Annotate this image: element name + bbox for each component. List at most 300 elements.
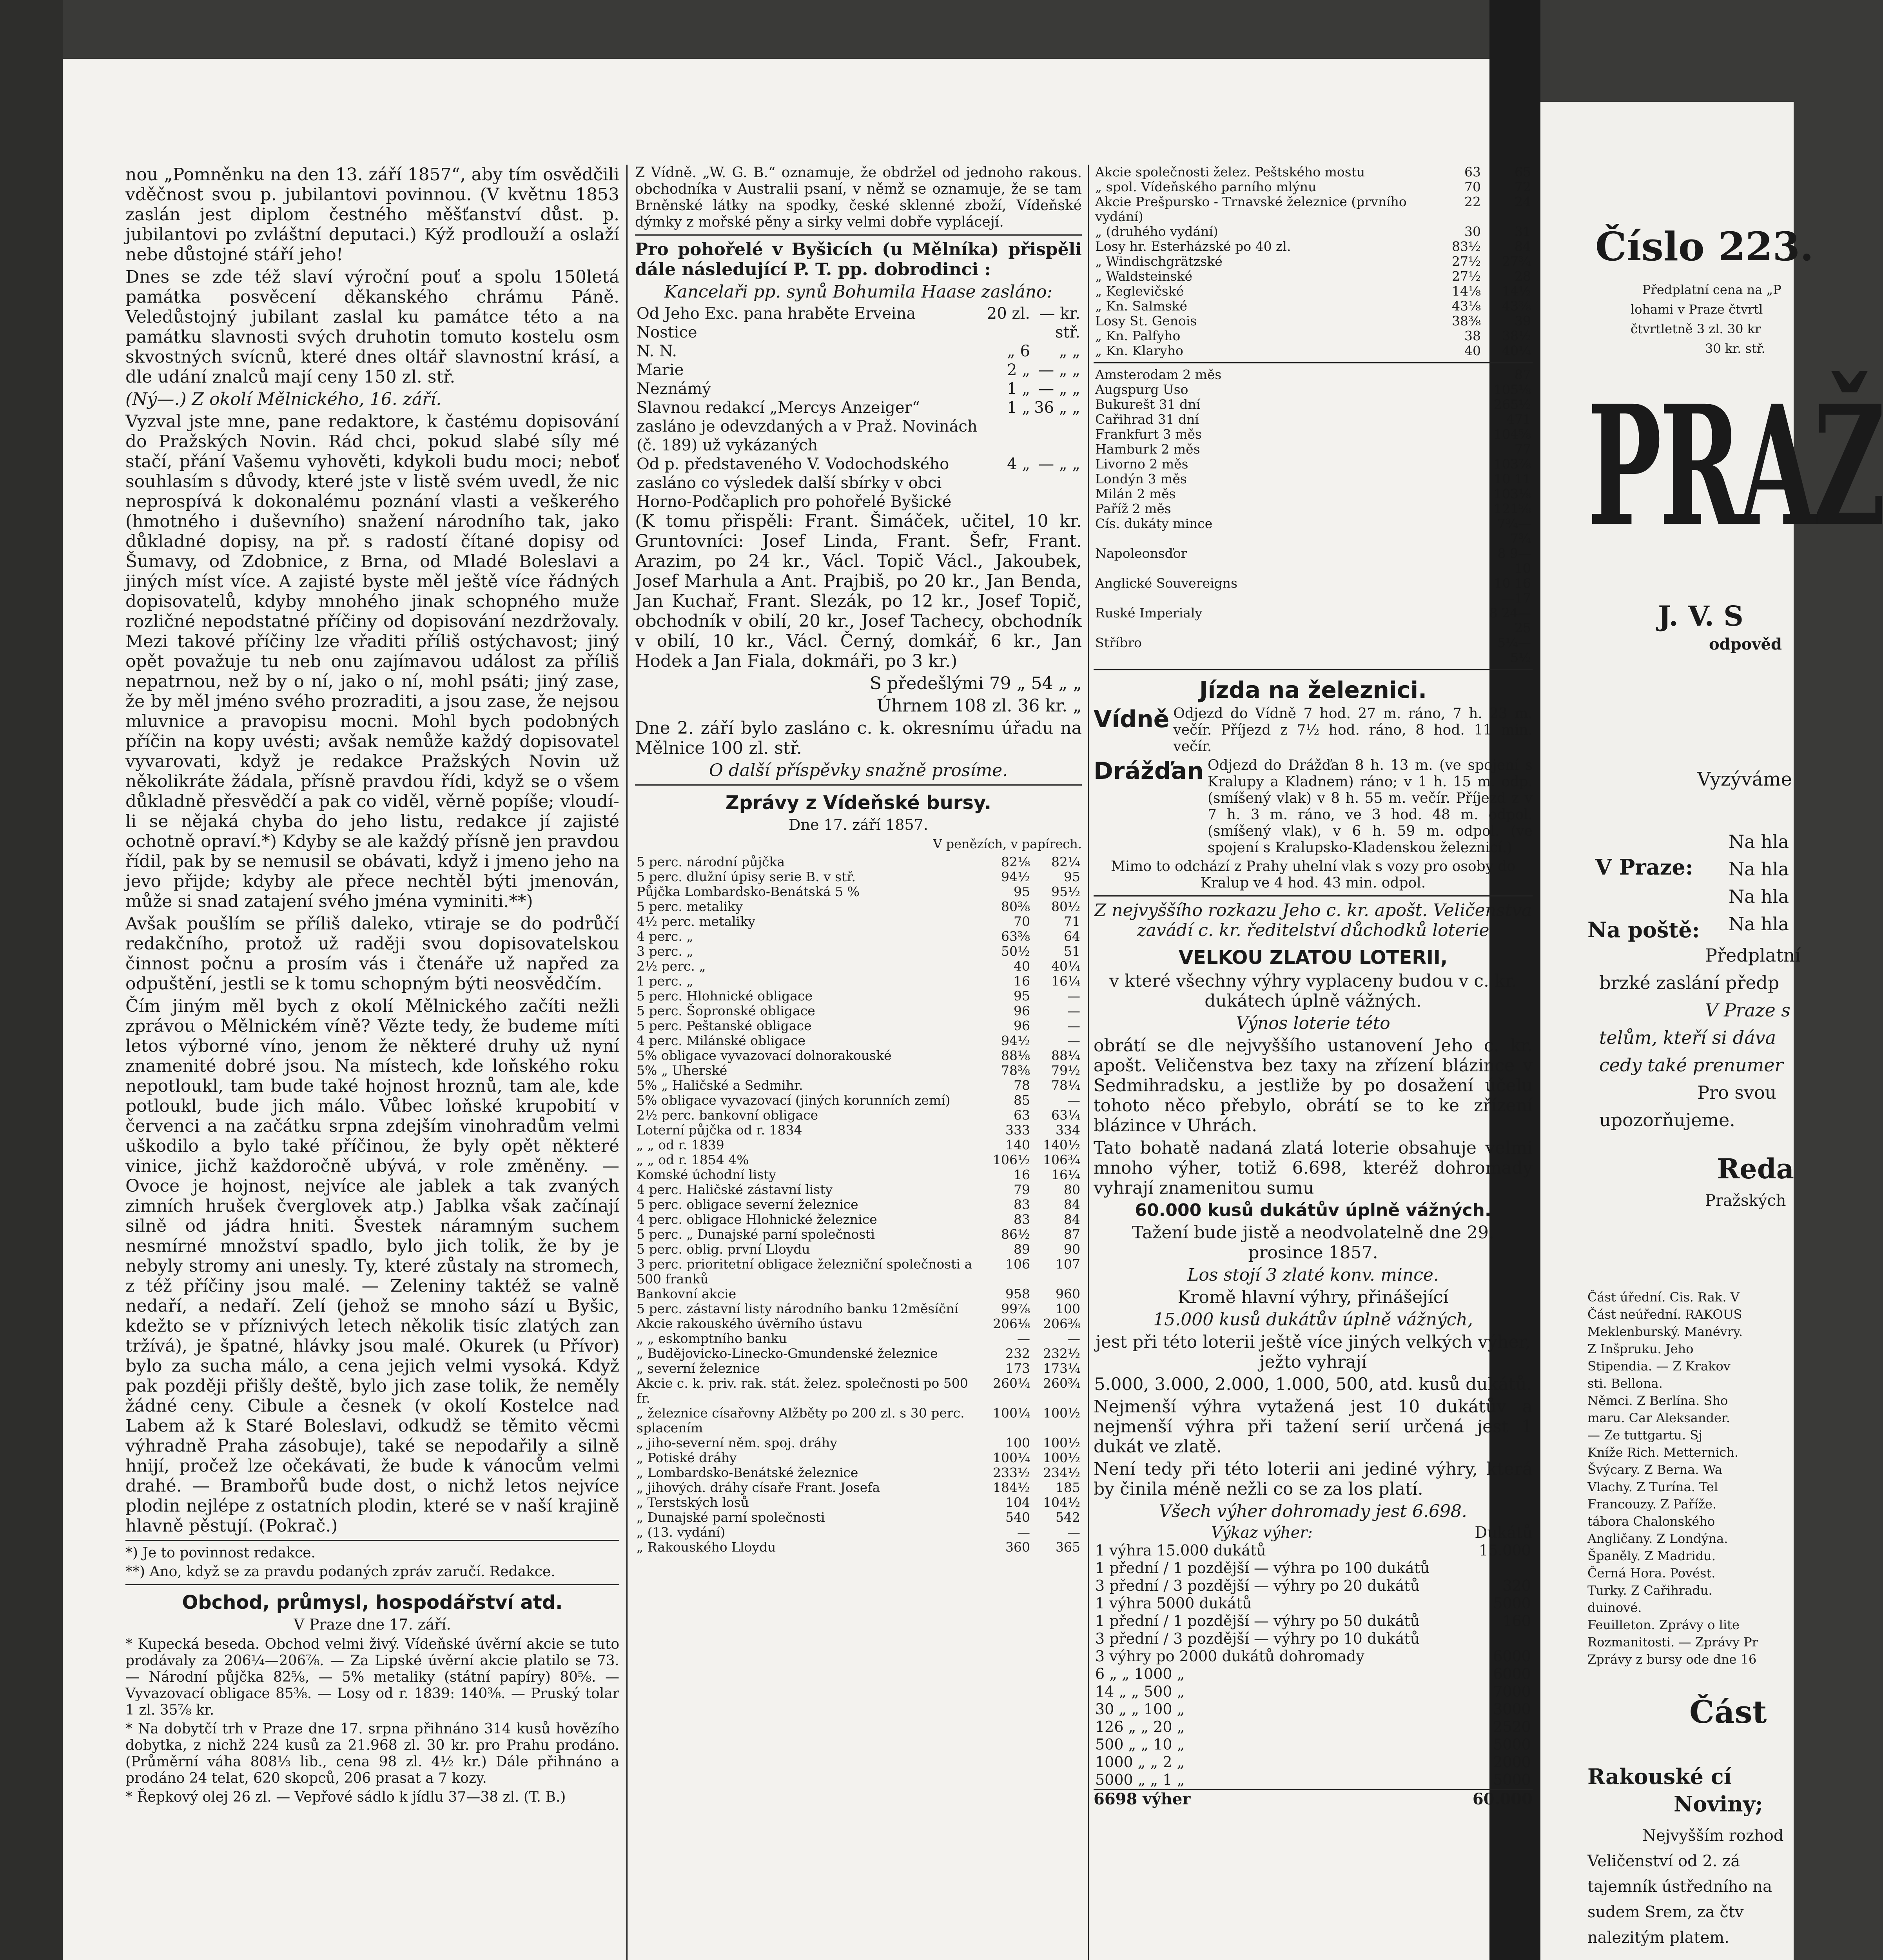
share-row: [1094, 239, 1533, 254]
cash-value: 958: [1005, 1286, 1030, 1301]
contents-item: Část úřední. Cis. Rak. V: [1587, 1290, 1740, 1305]
cash-value: 100: [1005, 1435, 1030, 1450]
donor-kr: „ „: [1059, 342, 1080, 360]
security-name: „ „ eskomptního banku: [637, 1331, 787, 1346]
prize-amount: [1477, 1559, 1533, 1577]
paper-value: 185: [1056, 1480, 1080, 1495]
prize-amount: 15.000: [1479, 1542, 1531, 1559]
cash-value: 95: [1014, 988, 1030, 1004]
paper-value: 51: [1064, 944, 1080, 959]
exchange-name: Cís. dukáty mince: [1095, 516, 1213, 531]
contents-item: Část neúřední. RAKOUS: [1587, 1307, 1742, 1322]
share-ask: 39: [1515, 313, 1531, 328]
cash-value: 80⅜: [1001, 899, 1030, 914]
bourse-row: [635, 855, 1082, 869]
divider: [125, 1540, 619, 1541]
exchange-name: Cařihrad 31 dní: [1095, 412, 1199, 427]
prize-amount: 320: [1502, 1577, 1531, 1594]
cash-value: 83: [1014, 1197, 1030, 1212]
notice-line: brzké zaslání předp: [1599, 972, 1780, 993]
share-bid: 40: [1464, 343, 1481, 358]
divider: [125, 1584, 619, 1585]
bourse-row: [635, 1436, 1082, 1450]
share-name: Losy St. Genois: [1095, 313, 1197, 328]
bourse-date: Dne 17. září 1857.: [789, 816, 928, 833]
lottery-draw: Tažení bude jistě a neodvolatelně dne 29. prosince 1857.: [1132, 1223, 1495, 1263]
bourse-row: [635, 1376, 1082, 1406]
bourse-row: [635, 1093, 1082, 1108]
paper-value: 106¾: [1043, 1152, 1080, 1167]
exchange-rate: 10 16—17: [1494, 575, 1531, 606]
railway-heading: Jízda na železnici.: [1199, 677, 1427, 703]
cash-value: 96: [1014, 1003, 1030, 1018]
relief-office: Kancelaři pp. synů Bohumila Haase zasláno:: [664, 282, 1053, 302]
scan-left-margin: [0, 0, 63, 1960]
exchange-row: [1094, 606, 1533, 635]
cash-value: 79: [1014, 1182, 1030, 1197]
donor-name: Od Jeho Exc. pana hraběte Erveina Nostice: [637, 305, 916, 341]
prize-amount: 3000: [1493, 1700, 1531, 1718]
cash-value: 360: [1005, 1539, 1030, 1555]
paper-value: —: [1067, 1524, 1080, 1540]
share-row: [1094, 224, 1533, 239]
bourse-row: [635, 1048, 1082, 1063]
paper-value: 84: [1064, 1212, 1080, 1227]
railway-note: Mimo to odchází z Prahy uhelní vlak s vozy pro osoby do Kralup ve 4 hod. 43 min. odpol.: [1110, 858, 1516, 891]
security-name: „ (13. vydání): [637, 1524, 726, 1540]
redakce-heading: Reda: [1717, 1152, 1794, 1185]
prize-row: [1094, 1612, 1533, 1630]
share-ask: 72: [1515, 179, 1531, 194]
contents-item: Němci. Z Berlína. Sho: [1587, 1393, 1728, 1408]
column-rule: [1088, 165, 1089, 1960]
exchange-rate: 103⅞: [1494, 456, 1531, 472]
exchange-rate: 265½: [1494, 397, 1531, 412]
cash-value: 184½: [993, 1480, 1030, 1495]
share-name: „ Kn. Klaryho: [1095, 343, 1183, 358]
prize-desc: 1 výhra 5000 dukátů: [1095, 1595, 1252, 1612]
share-name: Akcie společnosti želez. Peštského mostu: [1095, 164, 1365, 180]
security-name: „ železnice císařovny Alžběty po 200 zl. s 30 perc. splacením: [637, 1405, 965, 1436]
security-name: „ Terstských losů: [637, 1495, 749, 1510]
share-ask: 24: [1515, 194, 1531, 209]
bourse-row: [635, 1450, 1082, 1465]
lottery-paragraph: obrátí se dle nejvyššího ustanovení Jeho c. kr. apošt. Veličenstva bez taxy na zřízení blázince v Sedmihradsku, a jestliže by po dosažení účelu tohoto něco přebylo, obrátí se to ke zřízení blázince v Uhrách.: [1094, 1036, 1533, 1136]
security-name: Akcie c. k. priv. rak. stát. želez. společnosti po 500 fr.: [637, 1376, 968, 1406]
contents-item: Turky. Z Cařihradu.: [1587, 1583, 1712, 1598]
bourse-table: [635, 855, 1082, 1555]
cash-value: 63⅜: [1001, 929, 1030, 944]
bourse-row: [635, 974, 1082, 989]
prize-row: [1094, 1595, 1533, 1612]
paper-value: 206⅜: [1043, 1316, 1080, 1331]
paper-value: —: [1067, 1093, 1080, 1108]
bourse-row: [635, 1510, 1082, 1525]
security-name: 5 perc. Hlohnické obligace: [637, 988, 813, 1004]
share-ask: 14½: [1502, 283, 1531, 299]
security-name: 4½ perc. metaliky: [637, 914, 755, 929]
bourse-row: [635, 1108, 1082, 1123]
security-name: Půjčka Lombardsko-Benátská 5 %: [637, 884, 860, 899]
donor-kr: — „ „: [1038, 380, 1080, 398]
prize-row: [1094, 1753, 1533, 1771]
exchange-rate: 87: [1515, 367, 1531, 382]
donor-zl: 1 „: [1007, 380, 1030, 398]
security-name: „ jiho-severní něm. spoj. dráhy: [637, 1435, 838, 1450]
prize-row: [1094, 1648, 1533, 1665]
donor-row: [635, 398, 1082, 455]
lottery-sum: 60.000 kusů dukátův úplně vážných.: [1135, 1200, 1491, 1220]
share-ask: 43⅜: [1502, 298, 1531, 314]
notice-line: Vyzýváme: [1697, 768, 1792, 790]
bourse-row: [635, 1212, 1082, 1227]
exchange-row: [1094, 412, 1533, 427]
paper-value: 84: [1064, 1197, 1080, 1212]
cash-value: 140: [1005, 1137, 1030, 1152]
exchange-name: Hamburk 2 měs: [1095, 441, 1200, 457]
contents-item: Angličany. Z Londýna.: [1587, 1531, 1728, 1546]
text-line: Veličenství od 2. zá: [1587, 1852, 1740, 1870]
bourse-row: [635, 1316, 1082, 1331]
prize-desc: 30 „ „ 100 „: [1095, 1700, 1185, 1718]
prize-row: [1094, 1577, 1533, 1595]
bourse-row: [635, 1227, 1082, 1242]
paper-value: —: [1067, 1331, 1080, 1346]
bourse-row: [635, 1018, 1082, 1033]
trade-paragraph: * Řepkový olej 26 zl. — Vepřové sádlo k jídlu 37—38 zl. (T. B.): [125, 1789, 566, 1805]
share-name: „ Windischgrätzské: [1095, 254, 1223, 269]
share-row: [1094, 180, 1533, 194]
text-line: sudem Srem, za čtv: [1587, 1903, 1744, 1921]
redakce-sub: Pražských: [1705, 1192, 1786, 1210]
exchange-name: Paříž 2 měs: [1095, 501, 1171, 516]
notice-line: Na hla: [1729, 831, 1789, 852]
cash-value: 89: [1014, 1241, 1030, 1257]
exchange-row: [1094, 516, 1533, 546]
security-name: 5 perc. oblig. první Lloydu: [637, 1241, 810, 1257]
paper-value: —: [1067, 1033, 1080, 1048]
article-paragraph: Avšak poušlím se příliš daleko, vtiraje se do podrůčí redakčního, protož už raději svou dopisovatelskou činnost počnu a prosím vás i čtenáře už napřed za odpuštění, jestli se k tomu schopným býti neosvědčím.: [125, 914, 619, 994]
security-name: „ severní železnice: [637, 1361, 760, 1376]
prize-row: [1094, 1683, 1533, 1700]
exchange-rate: 103⅛: [1494, 486, 1531, 501]
bourse-row: [635, 869, 1082, 884]
exchange-row: [1094, 546, 1533, 576]
article-paragraph: Dnes se zde též slaví výroční pouť a spolu 150letá památka posvěcení děkanského chrámu Páně. Veledůstojný jubilant zaslal ku památce této a na památku slavnosti svých druhotin tomuto kostelu osm skvostných svícnů, které dnes oltář slavnostní krásí, a dle udání znalců mají ceny 150 zl. stř.: [125, 267, 619, 387]
cash-value: 78: [1014, 1078, 1030, 1093]
paper-value: 80: [1064, 1182, 1080, 1197]
notice-prague: V Praze:: [1595, 855, 1693, 880]
cash-value: 88⅛: [1001, 1048, 1030, 1063]
donor-row: [635, 379, 1082, 398]
exchange-rate: 77: [1515, 441, 1531, 457]
share-row: [1094, 269, 1533, 284]
share-bid: 27½: [1452, 269, 1481, 284]
share-row: [1094, 299, 1533, 314]
article-paragraph: Vyzval jste mne, pane redaktore, k častému dopisování do Pražských Novin. Rád chci, pokud slabé síly mé stačí, přání Vašemu vyhověti, kdykoli budu moci; neboť souhlasím s důvody, které jste v listě svém uvedl, že nic neprospívá k dokonalému poznání vlasti a veškerého (hmotného i duševního) snažení národního tak, jako důkladné dopisy, na př. s radostí čítané dopisy od Šumavy, od Zdobnice, z Brna, od Mladé Boleslavi a jiných míst více. A zajisté byste měl ještě více řádných dopisovatelů, kdyby mnohého jinak schopného muže rozličné nepodstatné příčiny od dopisování nezdržovaly. Mezi takové příčiny lze vřaditi příliš ostýchavost; jiný opět považuje tu neb onu zajímavou událost za příliš nepatrnou, než by o ní, jako o ní, mohl psáti; jiný zase, že by měl jméno svého prozraditi, a jsou zase, že nejsou mluvnice a pravopisu mocni. Mohl bych podobných příčin na kopy uvésti; avšak nemůže každý dopisovatel vyvarovati, když je redakce Pražských Novin už několikráte žádala, přísně pravdou řídi, když se o všem důkladně přesvědčí a pak co viděl, věrně popíše; vloudí-li se nějaká chyba do jeho listu, redakce jí zajisté ochotně opraví.*) Kdyby se ale každý přísně jen pravdou řídil, pak by se nemusil se obávati, když i jmeno jeho na jevo přijde; kdyby ale přece nechtěl býti jmenován, může si snad zatajení svého jména vyminiti.**): [125, 412, 619, 911]
paper-value: 71: [1064, 914, 1080, 929]
paper-value: 95½: [1051, 884, 1080, 899]
prize-row: [1094, 1718, 1533, 1736]
notice-line: telům, kteří si dáva: [1599, 1027, 1776, 1048]
exchange-row: [1094, 442, 1533, 457]
share-ask: 28: [1515, 269, 1531, 284]
paper-value: 960: [1056, 1286, 1080, 1301]
share-ask: 40¼: [1502, 343, 1531, 358]
donor-zl: 4 „: [1007, 455, 1030, 473]
exchange-name: Anglické Souvereigns: [1095, 575, 1237, 591]
share-ask: 65: [1515, 164, 1531, 180]
divider: [1094, 362, 1533, 363]
paper-value: 16¼: [1051, 973, 1080, 989]
exchange-row: [1094, 635, 1533, 665]
appeal: O další příspěvky snažně prosíme.: [709, 760, 1008, 780]
article-paragraph: Čím jiným měl bych z okolí Mělnického začíti nežli zprávou o Mělnickém víně? Vězte tedy, že budeme míti letos výborné víno, jenom že některé druhy už nyní znamenité dobré jsou. Na místech, kde loňského roku nepotloukl, tam bude také hojnost hroznů, tam ale, kde potloukl, bude jich málo. Vůbec loňské krupobití v červenci a na začátku srpna zdejším vinohradům velmi uškodilo a bylo také příčinou, že byly opět některé vinice, jichž každoročně ubývá, v role změněny. — Ovoce je hojnost, nejvíce ale jablek a tak zvaných zimních hrušek čverglovek atp.) Jablka však začínají silně od jádra hniti. Švestek náramným suchem nesmírné množství spadlo, bylo jich tolik, že by je nebyly stromy ani unesly. Ty, které zůstaly na stromech, z též příčiny jsou malé. — Zeleniny taktéž se valně nedaří, a nedaří. Zelí (jehož se mnoho sází u Byšic, kdežto se v příznivých letech několik tisíc zlatých zan tržívá), je špatné, hlávky jsou malé. Okurek (u Přívor) bylo za sucha málo, a cena jejich velmi vysoká. Když pak později přišly deště, bylo jich zase tolik, že neměly žádné ceny. Cibule a česnek (v okolí Kostelce nad Labem až k Staré Boleslavi, odkudž se těmito věcmi výhradně Praha zásobuje), také se nepodařily a silně hnijí, pročež lze očekávati, že bude k vánocům velmi drahé. — Brambořů bude dost, o nichž letos nejvíce plodin nejlépe z ostatních plodin, které se v naší krajině hlavně pěstují. (Pokrač.): [125, 996, 619, 1536]
sum-total: Úhrnem 108 zl. 36 kr. „: [876, 696, 1082, 716]
bourse-row: [635, 1301, 1082, 1316]
paper-value: 64: [1064, 929, 1080, 944]
lottery-intro: Z nejvyššího rozkazu Jeho c. kr. apošt. Veličenstva zavádí c. kr. ředitelství důchodků loterie: [1094, 900, 1532, 940]
paper-value: 104½: [1043, 1495, 1080, 1510]
notice-line: Na hla: [1729, 886, 1789, 907]
text-line: tajemník ústředního na: [1587, 1878, 1772, 1896]
security-name: „ Dunajské parní společnosti: [637, 1510, 825, 1525]
lottery-paragraph: 5.000, 3.000, 2.000, 1.000, 500, atd. kusů dukátů.: [1094, 1374, 1532, 1394]
divider: [1094, 895, 1533, 897]
donor-row: [635, 455, 1082, 511]
donor-zl: 2 „: [1007, 361, 1030, 379]
bourse-row: [635, 1004, 1082, 1018]
share-name: Losy hr. Esterházské po 40 zl.: [1095, 239, 1291, 254]
prize-amount: 160: [1502, 1612, 1531, 1630]
paper-value: —: [1067, 1018, 1080, 1033]
exchange-name: Amsterodam 2 měs: [1095, 367, 1222, 382]
bourse-heading: Zprávy z Vídeňské bursy.: [725, 792, 992, 814]
cash-value: 94½: [1001, 869, 1030, 884]
prize-amount: 5000: [1493, 1771, 1531, 1788]
cash-value: 50½: [1001, 944, 1030, 959]
cash-value: 106½: [993, 1152, 1030, 1167]
bourse-row: [635, 1182, 1082, 1197]
security-name: 5% „ Uherské: [637, 1063, 727, 1078]
lottery-price: Los stojí 3 zlaté konv. mince.: [1187, 1265, 1439, 1285]
paper-value: 542: [1056, 1510, 1080, 1525]
security-name: „ jihových. dráhy císaře Frant. Josefa: [637, 1480, 880, 1495]
share-row: [1094, 284, 1533, 299]
exchange-row: [1094, 501, 1533, 516]
contents-item: Rozmanitosti. — Zprávy Pr: [1587, 1635, 1758, 1650]
lottery-yield: Výnos loterie této: [1236, 1013, 1390, 1033]
donor-zl: 1 „: [1007, 399, 1030, 417]
prize-row: [1094, 1700, 1533, 1718]
paper-value: 100: [1056, 1301, 1080, 1316]
exchange-name: Augspurg Uso: [1095, 382, 1188, 397]
donor-name: Slavnou redakcí „Mercys Anzeiger“ zasláno je odevzdaných a v Praž. Novinách (č. 189) už vykázaných: [637, 399, 978, 454]
masthead: PRAŽ: [1587, 370, 1883, 563]
donor-name: Neznámý: [637, 380, 711, 398]
security-name: 2½ perc. bankovní obligace: [637, 1107, 818, 1123]
vienna-report: Z Vídně. „W. G. B.“ oznamuje, že obdržel od jednoho rakous. obchodníka v Australii psaní, v němž se oznamuje, že se tam Brněnské látky na spodky, české sklenné zboží, Vídeňské dýmky z mořské pěny a sirky velmi dobře vyplácejí.: [635, 165, 1082, 230]
section-heading: Rakouské cí: [1587, 1764, 1732, 1789]
exchange-row: [1094, 576, 1533, 606]
share-row: [1094, 314, 1533, 328]
contents-item: Z Inšpruku. Jeho: [1587, 1341, 1694, 1356]
cash-value: 104: [1005, 1495, 1030, 1510]
bourse-row: [635, 1063, 1082, 1078]
trade-paragraph: * Na dobytčí trh v Praze dne 17. srpna přihnáno 314 kusů hovězího dobytka, z nichž 224 kusů za 21.968 zl. 30 kr. pro Prahu prodáno. (Průměrní váha 808⅓ lib., cena 98 zl. 4½ kr.) Dále přihnáno a prodáno 24 telat, 620 skopců, 206 prasat a 7 kozy.: [125, 1721, 619, 1786]
donor-kr: 36 „ „: [1034, 399, 1080, 417]
cash-value: 16: [1014, 973, 1030, 989]
security-name: „ Budějovicko-Linecko-Gmundenské železnice: [637, 1346, 938, 1361]
paper-value: 107: [1056, 1256, 1080, 1272]
security-name: 5% obligace vyvazovací dolnorakouské: [637, 1048, 892, 1063]
notice-line: V Praze s: [1705, 1000, 1790, 1021]
paper-value: 95: [1064, 869, 1080, 884]
trade-paragraph: * Kupecká beseda. Obchod velmi živý. Vídeňské úvěrní akcie se tuto prodávaly za 206¼—206⅞. — Za Lipské úvěrní akcie platilo se 73. — Národní půjčka 82⅝, — 5% metaliky (státní papíry) 80⅝. — Vyvazovací obligace 85⅜. — Losy od r. 1839: 140⅜. — Pruský tolar 1 zl. 35⅞ kr.: [125, 1636, 619, 1718]
prize-heading: Výkaz výher:: [1211, 1524, 1313, 1542]
bourse-row: [635, 1495, 1082, 1510]
text-line: Nejvyšším rozhod: [1642, 1827, 1784, 1845]
security-name: „ Potiské dráhy: [637, 1450, 737, 1465]
relief-heading: Pro pohořelé v Byšicích (u Mělníka) přispěli dále následující P. T. pp. dobrodinci :: [635, 240, 1082, 279]
bourse-row: [635, 944, 1082, 959]
security-name: 5% obligace vyvazovací (jiných korunních zemí): [637, 1093, 951, 1108]
bourse-row: [635, 1033, 1082, 1048]
contributors: (K tomu přispěli: Frant. Šimáček, učitel, 10 kr. Gruntovníci: Josef Linda, Frant. Šefr, Frant. Arazim, po 24 kr., Václ. Topič Václ., Jakoubek, Josef Marhula a Ant. Prajbiš, po 20 kr., Jan Benda, Jan Kuchař, Frant. Slezák, po 12 kr., Josef Topič, obchodník v obilí, 20 kr., Josef Tachecy, obchodník v obilí, 10 kr., Václ. Černý, domkář, 6 kr., Jan Hodek a Jan Fiala, dokmáři, po 3 kr.): [635, 511, 1082, 671]
exchange-row: [1094, 472, 1533, 486]
bourse-row: [635, 929, 1082, 944]
contents-item: tábora Chalonského: [1587, 1514, 1715, 1529]
donor-list: [635, 304, 1082, 511]
bourse-row: [635, 1361, 1082, 1376]
exchange-row: [1094, 427, 1533, 442]
paper-value: 232½: [1043, 1346, 1080, 1361]
column-rule: [626, 165, 628, 1960]
security-name: „ „ od r. 1839: [637, 1137, 724, 1152]
exchange-rate: 5¼—5½: [1497, 635, 1531, 665]
security-name: Komské úchodní listy: [637, 1167, 776, 1182]
share-bid: 27½: [1452, 254, 1481, 269]
bourse-row: [635, 1540, 1082, 1555]
contents-item: — Ze tuttgartu. Sj: [1587, 1428, 1703, 1443]
share-bid: 38⅜: [1452, 313, 1481, 328]
share-name: „ (druhého vydání): [1095, 224, 1218, 239]
cash-value: 63: [1014, 1107, 1030, 1123]
security-name: Loterní půjčka od r. 1834: [637, 1122, 802, 1138]
prize-desc: 3 výhry po 2000 dukátů dohromady: [1095, 1648, 1364, 1665]
paper-value: 63¼: [1051, 1107, 1080, 1123]
lottery-paragraph: Tato bohatě nadaná zlatá loterie obsahuje velmi mnoho výher, totiž 6.698, kteréž dohromady vyhrají znamenitou sumu: [1094, 1138, 1533, 1198]
section-heading: Obchod, průmysl, hospodářství atd.: [182, 1592, 563, 1613]
bourse-row: [635, 1525, 1082, 1540]
notice-line: cedy také prenumer: [1599, 1054, 1783, 1076]
security-name: 5 perc. Šopronské obligace: [637, 1003, 815, 1018]
paper-value: 87: [1064, 1227, 1080, 1242]
donor-name: N. N.: [637, 342, 677, 360]
cash-value: —: [1017, 1331, 1030, 1346]
exchange-row: [1094, 397, 1533, 412]
sent-note: Dne 2. září bylo zasláno c. k. okresnímu úřadu na Mělnice 100 zl. stř.: [635, 718, 1082, 758]
cash-value: 233½: [993, 1465, 1030, 1480]
paper-value: 334: [1056, 1122, 1080, 1138]
paper-value: 90: [1064, 1241, 1080, 1257]
donor-row: [635, 342, 1082, 361]
security-name: „ Lombardsko-Benátské železnice: [637, 1465, 858, 1480]
prize-desc: 126 „ „ 20 „: [1095, 1718, 1185, 1735]
exchange-rate: 104⅝: [1494, 426, 1531, 442]
paper-value: 80½: [1051, 899, 1080, 914]
share-row: [1094, 328, 1533, 343]
exchange-row: [1094, 367, 1533, 382]
lottery-paragraph: Nejmenší výhra vytažená jest 10 dukátův a nejmenší výhra při tažení serií určená jest 1 dukát ve zlatě.: [1094, 1397, 1533, 1457]
exchange-name: Londýn 3 měs: [1095, 471, 1187, 486]
share-bid: 38: [1464, 328, 1481, 343]
share-bid: 30: [1464, 224, 1481, 239]
editor-role: odpověd: [1709, 635, 1782, 653]
security-name: 5 perc. Peštanské obligace: [637, 1018, 812, 1033]
exchange-row: [1094, 382, 1533, 397]
prize-total: 60.000: [1472, 1790, 1533, 1808]
contents-item: Feuilleton. Zprávy o lite: [1587, 1617, 1740, 1632]
contents-item: Švýcary. Z Berna. Wa: [1587, 1462, 1722, 1477]
exchange-name: Stříbro: [1095, 635, 1142, 650]
paper-value: 100½: [1043, 1435, 1080, 1450]
exchange-rate: 105⅛: [1494, 382, 1531, 397]
exchange-rate: 7¾—7¾: [1497, 516, 1531, 546]
lottery-paragraph: jest při této loterii ještě více jiných velkých výher, ježto vyhrají: [1096, 1332, 1531, 1372]
dispatch-heading: (Ný—.) Z okolí Mělnického, 16. září.: [125, 389, 442, 409]
prize-column: Dukátů: [1475, 1524, 1533, 1542]
security-name: „ Rakouského Lloydu: [637, 1539, 776, 1555]
exchange-rate: 8 9—10: [1497, 546, 1531, 576]
share-ask: 84: [1515, 239, 1531, 254]
cash-value: 83: [1014, 1212, 1030, 1227]
share-row: [1094, 343, 1533, 358]
prize-desc: 3 přední / 3 pozdější — výhry po 20 dukátů: [1095, 1577, 1420, 1594]
cash-value: 206⅛: [993, 1316, 1030, 1331]
cash-value: 540: [1005, 1510, 1030, 1525]
bourse-row: [635, 1287, 1082, 1301]
paper-value: 140½: [1043, 1137, 1080, 1152]
prize-row: [1094, 1630, 1533, 1648]
footnote: **) Ano, když se za pravdu podaných zpráv zaručí. Redakce.: [125, 1564, 555, 1580]
prize-row: [1094, 1665, 1533, 1683]
share-name: „ Keglevičské: [1095, 283, 1184, 299]
prize-desc: 14 „ „ 500 „: [1095, 1683, 1185, 1700]
share-name: „ spol. Vídeňského parního mlýnu: [1095, 179, 1317, 194]
sum-previous: S předešlými 79 „ 54 „ „: [869, 673, 1082, 693]
railway-dresden-label: Drážďan: [1094, 757, 1204, 785]
lottery-title: VELKOU ZLATOU LOTERII,: [1178, 947, 1448, 969]
cash-value: 94½: [1001, 1033, 1030, 1048]
paper-value: 88¼: [1051, 1048, 1080, 1063]
prize-desc: 5000 „ „ 1 „: [1095, 1771, 1185, 1788]
security-name: 4 perc. Haličské zástavní listy: [637, 1182, 833, 1197]
security-name: 5 perc. národní půjčka: [637, 854, 785, 869]
share-name: Akcie Prešpursko - Trnavské železnice (prvního vydání): [1095, 194, 1407, 224]
prize-amount: 6000: [1493, 1648, 1531, 1665]
exchange-name: Napoleonsďor: [1095, 546, 1187, 561]
share-row: [1094, 165, 1533, 180]
share-bid: 22: [1464, 194, 1481, 209]
donor-row: [635, 361, 1082, 379]
section-heading: Noviny;: [1674, 1791, 1763, 1817]
text-line: nalezitým platem.: [1587, 1929, 1729, 1947]
bourse-row: [635, 959, 1082, 974]
security-name: 5% „ Haličské a Sedmihr.: [637, 1078, 803, 1093]
exchange-name: Ruské Imperialy: [1095, 605, 1203, 621]
contents-item: Zprávy z bursy ode dne 16: [1587, 1652, 1757, 1667]
